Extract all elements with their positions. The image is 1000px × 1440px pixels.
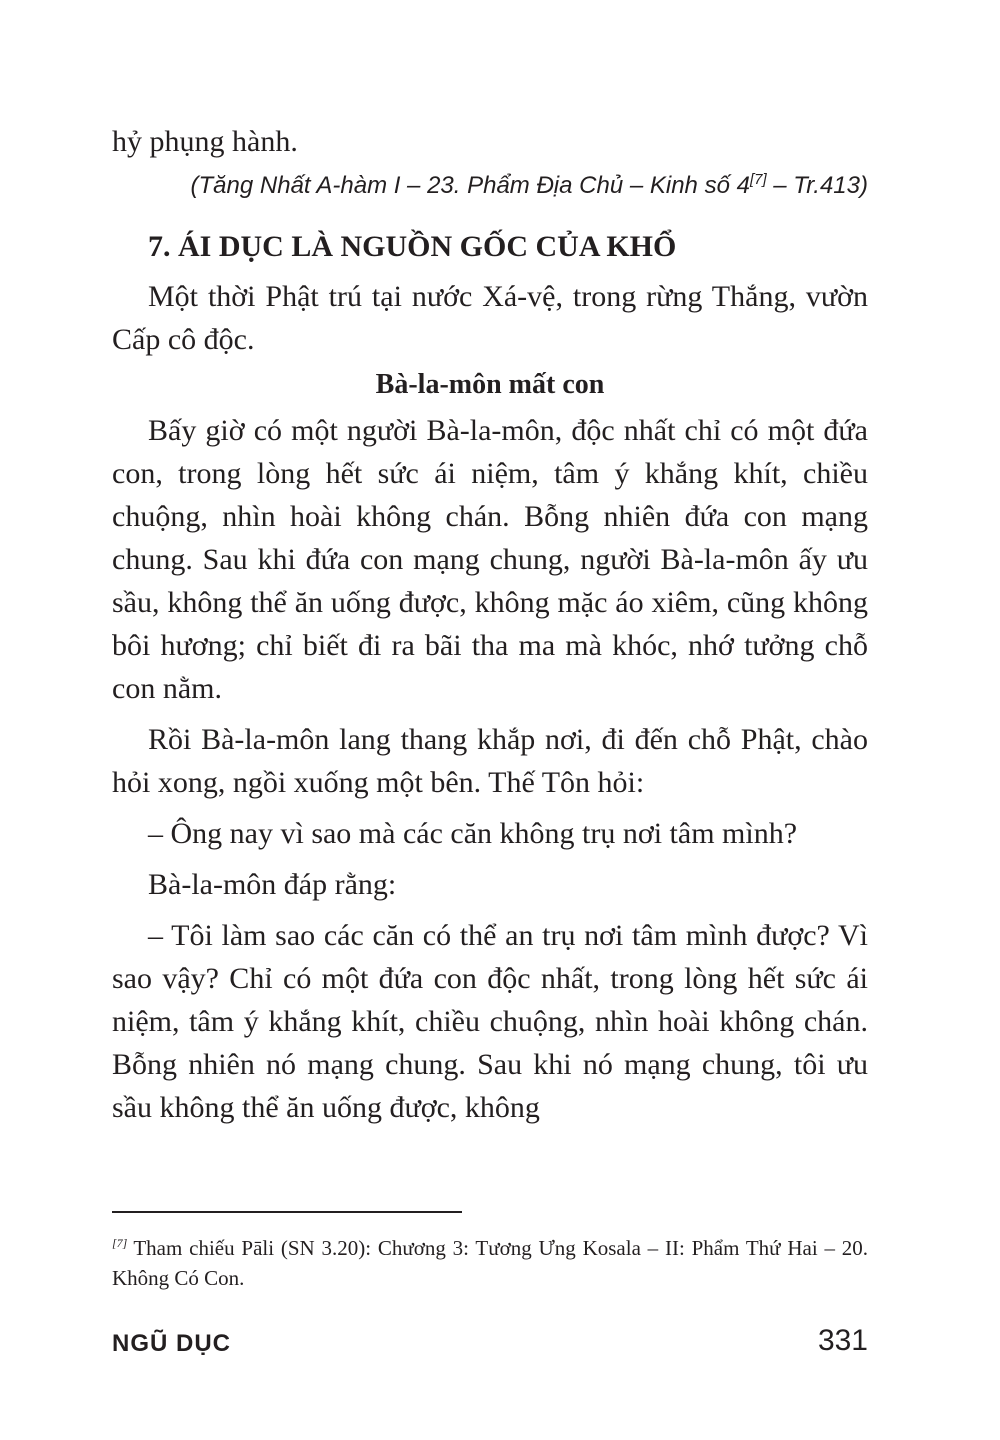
footnote-text: Tham chiếu Pāli (SN 3.20): Chương 3: Tương Ưng Kosala – II: Phẩm Thứ Hai – 20. Không Có Con. [112, 1236, 868, 1290]
footnote-marker: [7] [112, 1236, 128, 1250]
running-title: NGŨ DỤC [112, 1330, 231, 1357]
citation [112, 163, 868, 203]
footnote [112, 1228, 868, 1293]
footnote-divider [112, 1211, 462, 1213]
dialogue-line: – Tôi làm sao các căn có thể an trụ nơi tâm mình được? Vì sao vậy? Chỉ có một đứa con độc nhất, trong lòng hết sức ái niệm, tâm ý khắng khít, chiều chuộng, nhìn hoài không chán. Bỗng nhiên nó mạng chung. Sau khi nó mạng chung, tôi ưu sầu không thể ăn uống được, không [112, 919, 868, 1124]
page-number: 331 [817, 1324, 868, 1357]
paragraph: Bấy giờ có một người Bà-la-môn, độc nhất chỉ có một đứa con, trong lòng hết sức ái niệm, tâm ý khắng khít, chiều chuộng, nhìn hoài không chán. Bỗng nhiên đứa con mạng chung. Sau khi đứa con mạng chung, người Bà-la-môn ấy ưu sầu, không thể ăn uống được, không mặc áo xiêm, cũng không bôi hương; chỉ biết đi ra bãi tha ma mà khóc, nhớ tưởng chỗ con nằm. [112, 414, 868, 705]
citation-tail: – Tr.413) [766, 172, 868, 199]
section-heading: 7. ÁI DỤC LÀ NGUỒN GỐC CỦA KHỔ [148, 230, 677, 263]
citation-text: (Tăng Nhất A-hàm I – 23. Phẩm Địa Chủ – Kinh số 4 [190, 172, 750, 199]
paragraph: Rồi Bà-la-môn lang thang khắp nơi, đi đến chỗ Phật, chào hỏi xong, ngồi xuống một bên. Thế Tôn hỏi: [112, 723, 868, 799]
citation-ref[interactable]: [7] [749, 171, 767, 188]
subheading: Bà-la-môn mất con [375, 369, 605, 400]
dialogue-line: Bà-la-môn đáp rằng: [148, 868, 397, 901]
top-line: hỷ phụng hành. [112, 125, 298, 158]
page-body [112, 120, 868, 1129]
dialogue-line: – Ông nay vì sao mà các căn không trụ nơi tâm mình? [148, 817, 798, 850]
intro-paragraph: Một thời Phật trú tại nước Xá-vệ, trong rừng Thắng, vườn Cấp cô độc. [112, 280, 868, 356]
